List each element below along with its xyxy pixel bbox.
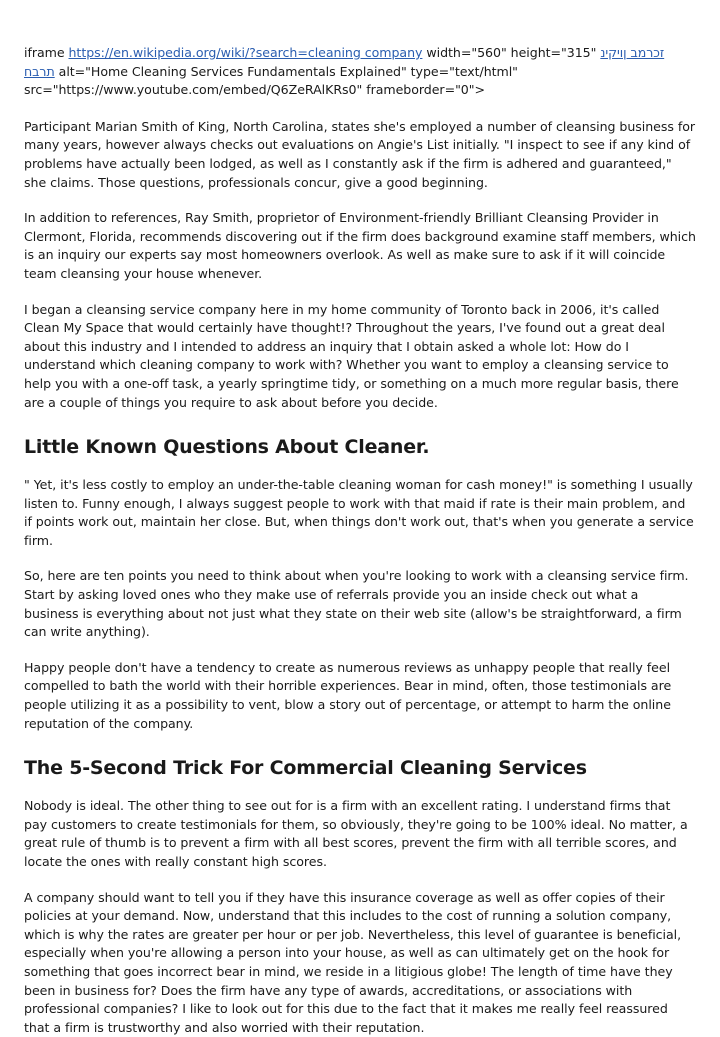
paragraph: " Yet, it's less costly to employ an under-the-table cleaning woman for cash money!" is something I usually listen to. Funny enough, I always suggest people to work with that maid if rate is their main problem, and if points work out, maintain her close. But, when things don't work out, that's when you generate a service firm. [24, 477, 694, 548]
iframe-attributes: alt="Home Cleaning Services Fundamentals Explained" type="text/html" src="https://www.youtube.com/embed/Q6ZeRAlKRs0" frameborder="0"> [24, 63, 518, 98]
paragraph: So, here are ten points you need to think about when you're looking to work with a cleansing service firm. Start by asking loved ones who they make use of referrals provide you an inside check out what a business is everything about not just what they state on their web site (allow's be straightforward, a firm can write anything). [24, 568, 689, 640]
iframe-dimensions: width="560" height="315" [422, 45, 601, 60]
iframe-embed-text [24, 44, 696, 100]
section-heading: Little Known Questions About Cleaner. [24, 436, 430, 459]
wikipedia-search-link[interactable]: https://en.wikipedia.org/wiki/?search=cleaning company [68, 45, 423, 60]
paragraph: A company should want to tell you if they have this insurance coverage as well as offer copies of their policies at your demand. Now, understand that this includes to the cost of running a solution company, which is why the rates are greater per hour or per job. Nevertheless, this level of guarantee is beneficial, especially when you're allowing a person into your house, as well as can ultimately get on the hook for something that goes incorrect bear in mind, we reside in a litigious globe! The length of time have they been in business for? Does the firm have any type of awards, accreditations, or associations with professional companies? I like to look out for this due to the fact that it makes me really feel reassured that a firm is trustworthy and also worried with their reputation. [24, 889, 682, 1035]
iframe-prefix: iframe [24, 45, 69, 60]
hebrew-link[interactable]: זכרמב ןויקינ תרבח [24, 45, 665, 79]
paragraph: Nobody is ideal. The other thing to see out for is a firm with an excellent rating. I understand firms that pay customers to create testimonials for them, so obviously, they're going to be 100% ideal. No matter, a great rule of thumb is to prevent a firm with all best scores, prevent the firm with all terrible scores, and locate the ones with really constant high scores. [24, 798, 688, 869]
paragraph: Happy people don't have a tendency to create as numerous reviews as unhappy people that really feel compelled to bath the world with their horrible experiences. Bear in mind, often, those testimonials are people utilizing it as a possibility to vent, blow a story out of percentage, or attempt to harm the online reputation of the company. [24, 659, 672, 731]
paragraph: Participant Marian Smith of King, North Carolina, states she's employed a number of cleansing business for many years, however always checks out evaluations on Angie's List initially. "I inspect to see if any kind of problems have actually been lodged, as well as I constantly ask if the firm is adhered and guaranteed," she claims. Those questions, professionals concur, give a good beginning. [24, 118, 696, 190]
paragraph: In addition to references, Ray Smith, proprietor of Environment-friendly Brilliant Cleansing Provider in Clermont, Florida, recommends discovering out if the firm does background examine staff members, which is an inquiry our experts say most homeowners overlook. As well as make sure to ask if it will coincide team cleansing your house whenever. [24, 210, 696, 281]
section-heading: The 5-Second Trick For Commercial Cleaning Services [24, 757, 587, 780]
paragraph: I began a cleansing service company here in my home community of Toronto back in 2006, it's called Clean My Space that would certainly have thought!? Throughout the years, I've found out a great deal about this industry and I intended to address an inquiry that I obtain asked a whole lot: How do I understand which cleaning company to work with? Whether you want to employ a cleansing service to help you with a one-off task, a yearly springtime tidy, or something on a much more regular basis, there are a couple of things you require to ask about before you decide. [24, 301, 679, 410]
